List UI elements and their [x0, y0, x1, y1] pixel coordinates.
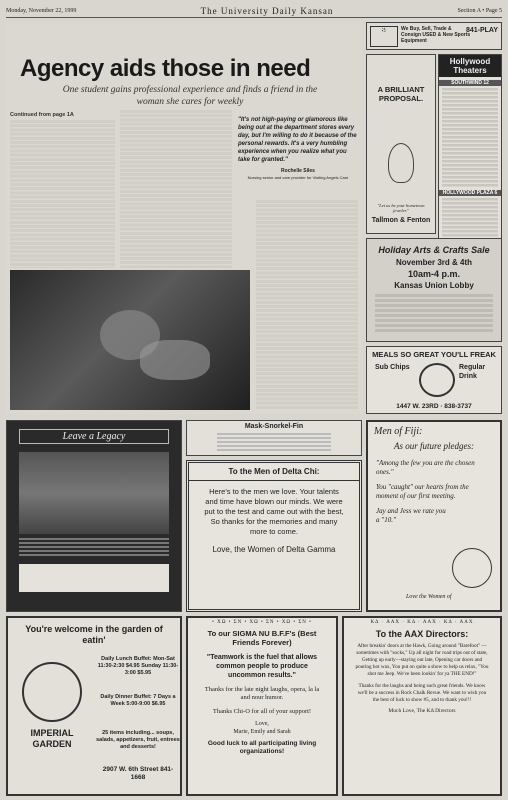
legacy-ad [6, 420, 182, 612]
pull-quote [238, 116, 358, 180]
aax-title: To the AAX Directors: [375, 629, 469, 639]
fiji-ad [366, 420, 502, 612]
sports-logo: ⚽ [370, 26, 398, 47]
delta-chi-body: Here's to the men we love. Your talents and time have blown our minds. We were put to the test and came out with the best, So thanks for the memories and many more to come. [204, 487, 344, 536]
fiji-signature: Love the Women of [406, 594, 452, 600]
craft-time: 10am-4 p.m. [407, 269, 461, 279]
sports-ad-text: We Buy, Sell, Trade & Consign USED & New Sports Equipment [401, 26, 471, 44]
legacy-title: Leave a Legacy [19, 429, 169, 444]
jeweler-ad [366, 54, 436, 234]
fiji-line-1: "Among the few you are the chosen ones." [376, 459, 475, 476]
imperial-garden-ad [6, 616, 182, 796]
garden-title: You're welcome in the garden of eatin' [25, 624, 163, 645]
page-header [6, 4, 502, 18]
aax-signature: Much Love, The KΔ Directors [388, 708, 456, 714]
fiji-line-2: You "caught" our hearts from the moment of our first meeting. [376, 483, 469, 500]
buffet-items: 25 items including... soups, salads, appetizers, fruit, entrees and desserts! [96, 730, 180, 750]
sports-ad-phone: 841-PLAY [465, 27, 498, 34]
jeweler-headline: A BRILLIANT PROPOSAL. [377, 85, 425, 103]
craft-place: Kansas Union Lobby [394, 281, 474, 290]
story-photo [10, 270, 250, 410]
mask-title: Mask-Snorkel-Fin [244, 423, 304, 430]
delta-chi-title: To the Men of Delta Chi: [189, 463, 359, 481]
aax-ad [342, 616, 502, 796]
sub-chips-label: Sub Chips [375, 364, 410, 371]
fiji-title: Men of Fiji: [374, 426, 423, 437]
delta-chi-signature: Love, the Women of Delta Gamma [212, 545, 336, 554]
story-subhead: One student gains professional experience and finds a friend in the woman she cares for weekly [62, 85, 318, 107]
imperial-address: 2907 W. 6th Street 841-1668 [102, 766, 174, 781]
sports-ad [366, 22, 502, 50]
ring-icon [388, 143, 414, 183]
aax-thanks: Thanks for the laughs and being such great friends. We know we'll be a success in Rock Chalk Revue. We want to wish you the best of luck to show #5, and to thank you!!! [357, 683, 487, 703]
mask-snorkel-ad [186, 420, 362, 456]
regular-drink-label: Regular Drink [459, 364, 486, 380]
craft-date: November 3rd & 4th [395, 258, 473, 267]
sigma-quote: "Teamwork is the fuel that allows common people to produce uncommon results." [206, 654, 318, 679]
story-column-2 [120, 110, 232, 268]
jimmy-johns-address: 1447 W. 23RD · 838-3737 [396, 403, 472, 410]
fiji-subtitle: As our future pledges: [394, 441, 474, 451]
sigma-names: Marie, Emily and Sarah [233, 729, 291, 735]
sigma-border-top: • XΩ • ΣN • XΩ • ΣN • XΩ • ΣN • [212, 620, 312, 625]
header-paper-name: The University Daily Kansan [200, 5, 334, 16]
sigma-luck: Good luck to all participating living organizations! [207, 740, 317, 755]
lunch-buffet: Daily Lunch Buffet: Mon-Sat 11:30-2:30 $4.95 Sunday 11:30-3:00 $5.95 [97, 656, 179, 676]
fiji-line-3: Jay and Jess we rate you a "10." [376, 507, 446, 524]
jeweler-name: Tallmon & Fenton [371, 217, 431, 224]
mask-details [217, 433, 331, 451]
jeweler-tagline: "Let us be your hometown jeweler." [377, 203, 425, 213]
header-section: Section A • Page 5 [457, 7, 502, 14]
header-date: Monday, November 22, 1999 [6, 7, 77, 14]
jimmy-johns-logo [419, 363, 455, 397]
sigma-thanks: Thanks Chi-O for all of your support! [212, 708, 312, 715]
craft-sale-ad [366, 238, 502, 342]
story-column-4 [256, 200, 358, 410]
dinner-buffet: Daily Dinner Buffet: 7 Days a Week 5:00-9:00 $6.95 [100, 694, 176, 707]
aax-border-top: KΔ · AAX · KΔ · AAX · KΔ · AAX [370, 620, 474, 625]
pull-quote-text: "It's not high-paying or glamorous like being out at the department stores every day, but I'm willing to do it because of the personal rewards. It's a very humbling experience when you realize what you take for granted." [238, 117, 357, 163]
craft-title: Holiday Arts & Crafts Sale [378, 245, 490, 255]
meals-headline: MEALS SO GREAT YOU'LL FREAK [372, 350, 496, 359]
southwind-label: SOUTHWIND 12 [439, 80, 501, 86]
imperial-logo [22, 662, 82, 722]
pull-quote-role: Nursing senior and care provider for Visiting Angels Care [247, 175, 349, 180]
craft-details [375, 294, 493, 334]
sigma-body: Thanks for the late night laughs, opera, la la and nour humor. [204, 686, 320, 701]
sigma-nu-ad [186, 616, 338, 796]
story-headline: Agency aids those in need [20, 55, 311, 82]
southwind-listings [442, 88, 498, 188]
continued-label: Continued from page 1A [10, 112, 74, 118]
theater-ad [438, 54, 502, 254]
legacy-footer [19, 564, 169, 592]
imperial-name: IMPERIAL GARDEN [30, 728, 74, 749]
sigma-title: To our SIGMA NU B.F.F's (Best Friends Forever) [207, 629, 317, 647]
aax-body: After breakin' doors at the Hawk, Going around "Barefoot" — sometimes with "socks," Up all night for road trips out of state, Getting up early—staying out late, Opening car doors and pouring hot wax, You put on quite a show to help us relax, "You shot me Jeep. We've been lookin' for ya THE END!" [355, 643, 489, 677]
sigma-love: Love, [255, 721, 269, 727]
pull-quote-attribution: Rochelle Siles [281, 168, 315, 174]
gamma-phi-logo [452, 548, 492, 588]
legacy-caption [19, 538, 169, 558]
story-column-1 [10, 120, 115, 268]
jimmy-johns-ad [366, 346, 502, 414]
plaza-label: HOLLYWOOD PLAZA 6 [439, 190, 501, 196]
theater-name: Hollywood Theaters [439, 55, 501, 77]
delta-chi-ad [186, 460, 362, 612]
legacy-photo [19, 452, 169, 534]
